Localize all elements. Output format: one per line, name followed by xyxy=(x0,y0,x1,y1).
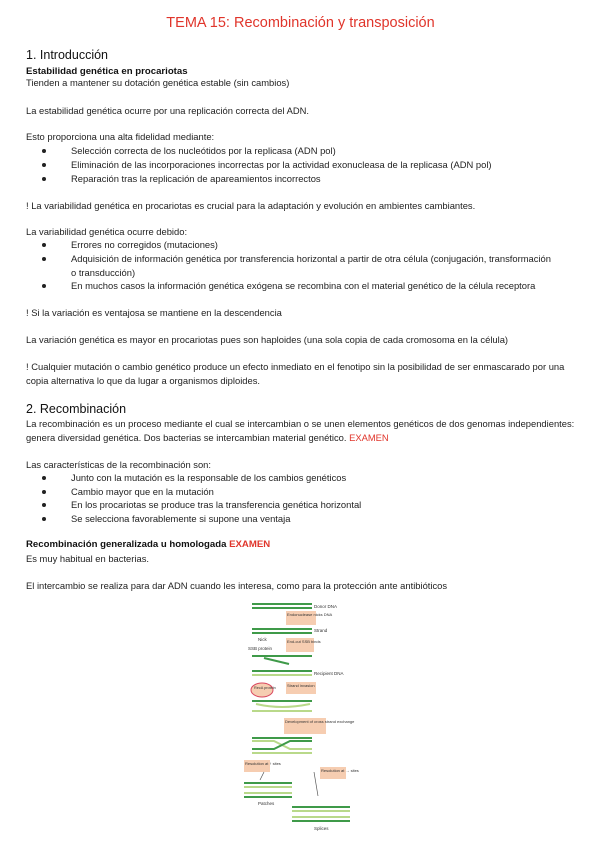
label-donor: Donor DNA xyxy=(314,604,338,609)
paragraph: Las características de la recombinación son: xyxy=(26,459,211,470)
label-res2: Resolution at → sites xyxy=(321,768,359,773)
bullet-icon xyxy=(42,177,46,181)
bullet-icon xyxy=(42,149,46,153)
strand-invasion-dna xyxy=(252,700,312,712)
recombination-diagram xyxy=(244,600,360,832)
donor-dna xyxy=(252,603,312,609)
label-splices: Splices xyxy=(314,826,329,831)
arrow-icon xyxy=(314,772,318,796)
bullet-icon xyxy=(42,503,46,507)
paragraph: ! Cualquier mutación o cambio genético produce un efecto inmediato en el fenotipo sin la posibilidad de ser enmascarado por una copia alternativa lo que da lugar a organismos diploides. xyxy=(26,361,565,386)
arrow-icon xyxy=(260,772,264,780)
label-exchange: Development of cross strand exchange xyxy=(285,719,355,724)
paragraph: Esto proporciona una alta fidelidad mediante: xyxy=(26,131,215,142)
label-recipient: Recipient DNA xyxy=(314,671,344,676)
subheading-generalized-recombination: Recombinación generalizada u homologada EXAMEN xyxy=(26,539,271,550)
holliday-junction xyxy=(252,737,312,754)
paragraph: La estabilidad genética ocurre por una replicación correcta del ADN. xyxy=(26,105,309,116)
label-invasion: Strand invasion xyxy=(287,683,315,688)
paragraph: Es muy habitual en bacterias. xyxy=(26,553,149,564)
bullet-icon xyxy=(42,490,46,494)
nicked-dna xyxy=(252,628,312,634)
bullet-icon xyxy=(42,243,46,247)
label-nick: Nick xyxy=(258,637,267,642)
bullet-icon xyxy=(42,476,46,480)
unwound-dna xyxy=(252,655,312,664)
paragraph: Tienden a mantener su dotación genética estable (sin cambios) xyxy=(26,77,290,88)
label-ssb: SSB protein xyxy=(248,646,273,651)
bullet-icon xyxy=(42,517,46,521)
subheading-stability: Estabilidad genética en procariotas xyxy=(26,66,188,77)
bullet-icon xyxy=(42,284,46,288)
paragraph: La recombinación es un proceso mediante el cual se intercambian o se unen elementos genéticos de dos genomas independientes: genera diversidad genética. Dos bacterias se intercambian material genético. EXAMEN xyxy=(26,418,575,443)
section-heading-introduction: 1. Introducción xyxy=(26,48,108,62)
patch-products xyxy=(244,782,292,798)
label-strand: Strand xyxy=(314,628,328,633)
label-bind: End-cut SSB binds xyxy=(287,639,321,644)
paragraph: El intercambio se realiza para dar ADN cuando les interesa, como para la protección ante antibióticos xyxy=(26,580,448,591)
label-endo: Endonuclease nicks DNA xyxy=(287,612,333,617)
page-title: TEMA 15: Recombinación y transposición xyxy=(166,15,435,31)
exam-tag: EXAMEN xyxy=(349,431,389,443)
bullet-icon xyxy=(42,257,46,261)
label-res1: Resolution at ↑ sites xyxy=(245,761,281,766)
label-patches: Patches xyxy=(258,801,275,806)
paragraph: ! La variabilidad genética en procariotas es crucial para la adaptación y evolución en ambientes cambiantes. xyxy=(26,200,476,211)
bullet-icon xyxy=(42,163,46,167)
paragraph: ! Si la variación es ventajosa se mantiene en la descendencia xyxy=(26,307,282,318)
section-heading-recombination: 2. Recombinación xyxy=(26,402,127,416)
paragraph: La variación genética es mayor en procariotas pues son haploides (una sola copia de cada cromosoma en la célula) xyxy=(26,334,509,345)
splice-products xyxy=(292,806,350,822)
recipient-dna xyxy=(252,670,312,676)
paragraph: La variabilidad genética ocurre debido: xyxy=(26,226,188,237)
label-reca: RecA protein xyxy=(254,686,276,690)
exam-tag: EXAMEN xyxy=(229,539,271,550)
document-page: TEMA 15: Recombinación y transposición 1. Introducción Estabilidad genética en procariotas Tienden a mantener su dotación genética estable (sin cambios) La estabilidad genética ocurre por una replicación correcta del ADN. Esto proporciona una alta fidelidad mediante: Selección correcta de los nucleótidos por la replicasa (ADN pol) Eliminación de las incorporaciones incorrectas por la actividad exonucleasa de la replicasa (ADN pol) Reparación tras la replicación de apareamientos incorrectos ! La variabilidad genética en procariotas es crucial para la adaptación y evolución en ambientes cambiantes. La variabilidad genética ocurre debido: Errores no corregidos (mutaciones) Adquisición de información genética por transferencia horizontal a partir de otra célula (conjugación, transformación o transducción) En muchos casos la información genética exógena se recombina con el material genético de la célula receptora ! Si la variación es ventajosa se mantiene en la descendencia La variación genética es mayor en procariotas pues son haploides (una sola copia de cada cromosoma en la célula) ! Cualquier mutación o cambio genético produce un efecto inmediato en el fenotipo sin la posibilidad de ser enmascarado por una copia alternativa lo que da lugar a organismos diploides. 2. Recombinación La recombinación es un proceso mediante el cual se intercambian o se unen elementos genéticos de dos genomas independientes: genera diversidad genética. Dos bacterias se intercambian material genético. EXAMEN Las características de la recombinación son: Junto con la mutación es la responsable de los cambios genéticos Cambio mayor que en la mutación En los procariotas se produce tras la transferencia genética horizontal Se selecciona favorablemente si supone una ventaja Recombinación generalizada u homologada EXAMEN Es muy habitual en bacterias. El intercambio se realiza para dar ADN cuando les interesa, como para la protección ante antibióticos Donor DNA Endonuclease nicks DNA Strand Nick SSB protein End-cut SSB binds Recipient DNA RecA protein Strand invasion Development of cross strand exchange Resolution at ↑ sites Resolution at → sites Patches Splices xyxy=(0,0,601,848)
